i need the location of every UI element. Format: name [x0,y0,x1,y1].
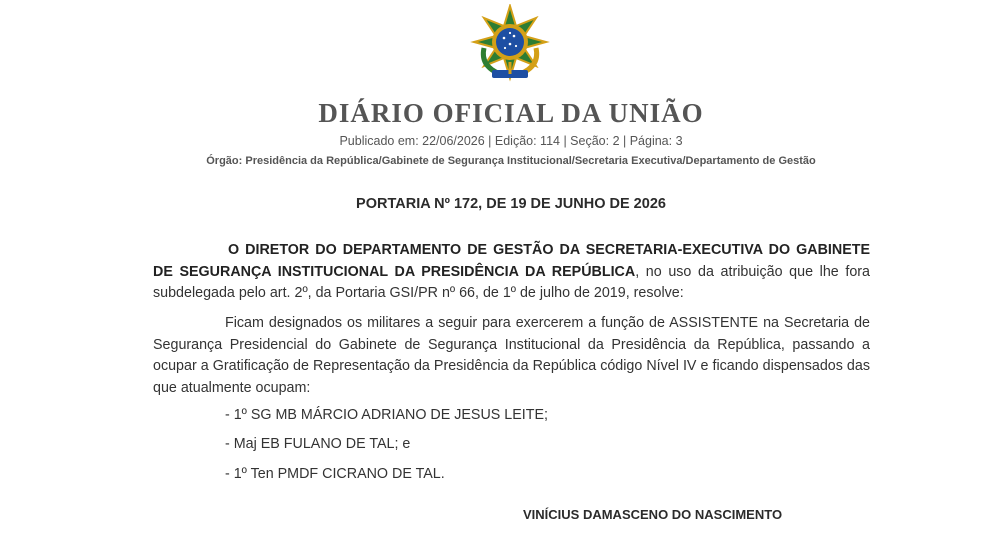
list-item: - 1º Ten PMDF CICRANO DE TAL. [225,466,445,482]
list-item: - Maj EB FULANO DE TAL; e [225,436,411,452]
preamble-text: , no uso da atribuição que lhe fora subdelegada pelo art. 2º, da Portaria GSI/PR nº 66, de 1º de julho de 2019, resolve: [153,263,870,301]
portaria-title: PORTARIA Nº 172, DE 19 DE JUNHO DE 2026 [356,196,666,212]
preamble-authority: O DIRETOR DO DEPARTAMENTO DE GESTÃO DA SECRETARIA-EXECUTIVA DO GABINETE DE SEGURANÇA INSTITUCIONAL DA PRESIDÊNCIA DA REPÚBLICA [153,242,870,280]
signature-name: VINÍCIUS DAMASCENO DO NASCIMENTO [523,507,783,522]
masthead-title: DIÁRIO OFICIAL DA UNIÃO [318,98,704,128]
body-paragraph [153,313,870,399]
list-item: - 1º SG MB MÁRCIO ADRIANO DE JESUS LEITE; [225,407,548,423]
orgao-line: Órgão: Presidência da República/Gabinete de Segurança Institucional/Secretaria Executiva/Departamento de Gestão [206,155,816,167]
body-text: Ficam designados os militares a seguir para exercerem a função de ASSISTENTE na Secretaria de Segurança Presidencial do Gabinete de Segurança Institucional da Presidência da República, passando a ocupar a Gratificação de Representação da Presidência da República código Nível IV e ficando dispensados das que atualmente ocupam: [153,315,870,396]
preamble-paragraph [153,240,870,305]
brazil-coat-of-arms-icon [470,4,550,84]
publication-info: Publicado em: 22/06/2026 | Edição: 114 | Seção: 2 | Página: 3 [339,134,683,148]
